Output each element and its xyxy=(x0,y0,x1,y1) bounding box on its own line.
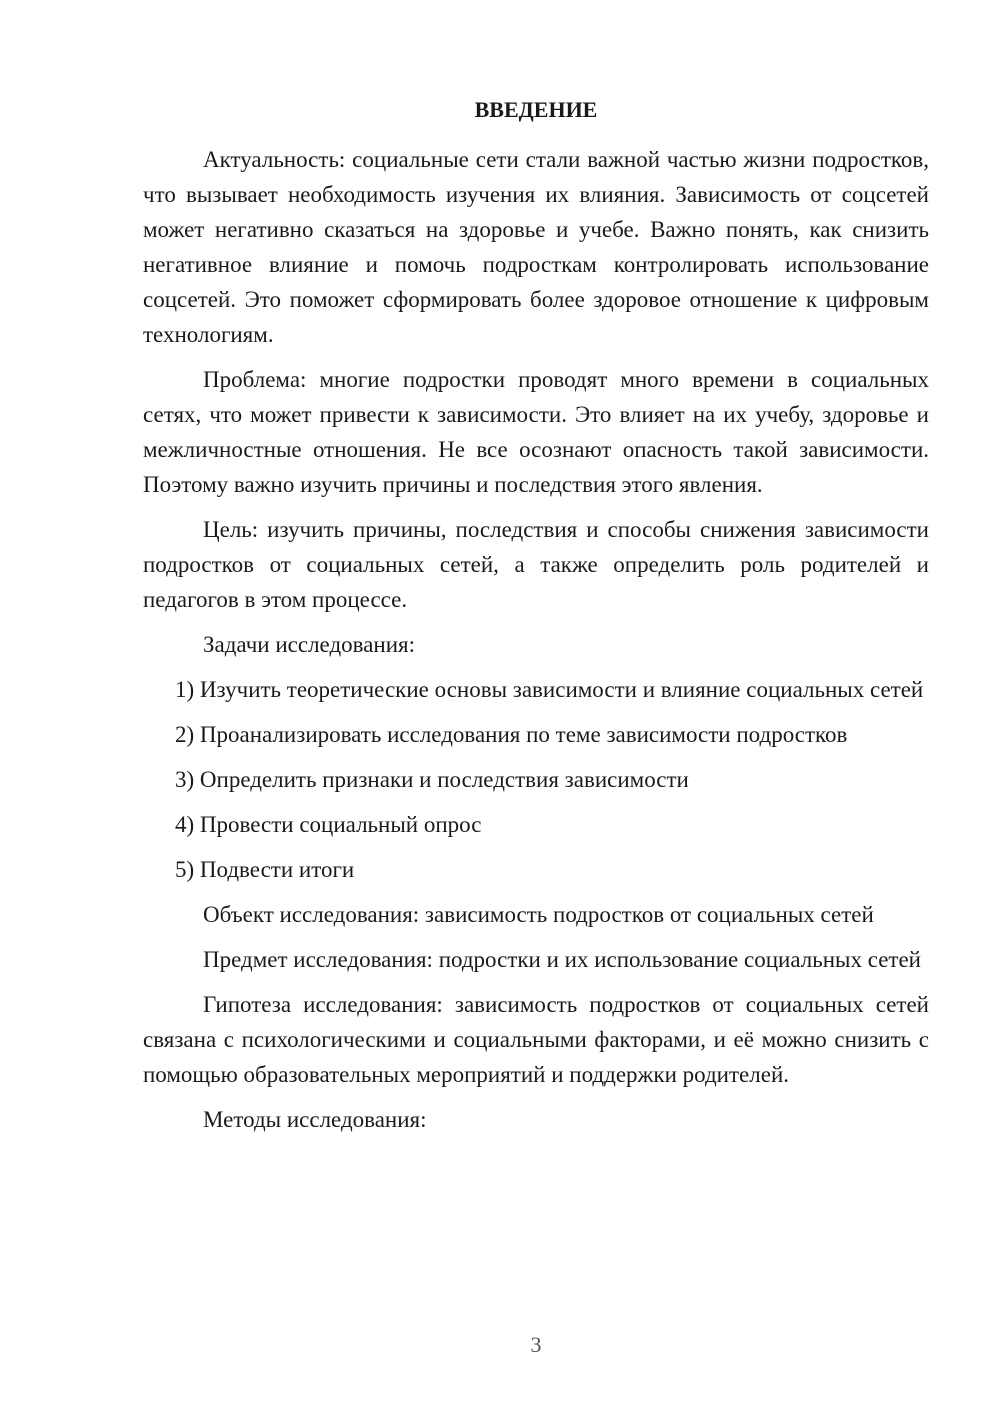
subject-paragraph: Предмет исследования: подростки и их использование социальных сетей xyxy=(203,947,921,972)
list-item: 5) Подвести итоги xyxy=(175,857,355,882)
page-number: 3 xyxy=(530,1332,542,1357)
hypothesis-paragraph: Гипотеза исследования: зависимость подростков от социальных сетей связана с психологическими и социальными факторами, и её можно снизить с помощью образовательных мероприятий и поддержки родителей. xyxy=(143,992,929,1087)
page-title: ВВЕДЕНИЕ xyxy=(474,97,598,122)
list-item: 3) Определить признаки и последствия зависимости xyxy=(175,767,689,792)
tasks-heading: Задачи исследования: xyxy=(203,632,416,657)
list-item: 2) Проанализировать исследования по теме зависимости подростков xyxy=(175,722,848,747)
list-item: 4) Провести социальный опрос xyxy=(175,812,482,837)
tasks-list xyxy=(143,672,929,887)
list-item: 1) Изучить теоретические основы зависимости и влияние социальных сетей xyxy=(175,677,924,702)
page-content xyxy=(143,95,929,1147)
object-paragraph: Объект исследования: зависимость подростков от социальных сетей xyxy=(203,902,874,927)
relevance-paragraph: Актуальность: социальные сети стали важной частью жизни подростков, что вызывает необходимость изучения их влияния. Зависимость от соцсетей может негативно сказаться на здоровье и учебе. Важно понять, как снизить негативное влияние и помочь подросткам контролировать использование соцсетей. Это поможет сформировать более здоровое отношение к цифровым технологиям. xyxy=(143,147,929,347)
problem-paragraph: Проблема: многие подростки проводят много времени в социальных сетях, что может привести к зависимости. Это влияет на их учебу, здоровье и межличностные отношения. Не все осознают опасность такой зависимости. Поэтому важно изучить причины и последствия этого явления. xyxy=(143,367,929,497)
methods-heading: Методы исследования: xyxy=(203,1107,427,1132)
goal-paragraph: Цель: изучить причины, последствия и способы снижения зависимости подростков от социальных сетей, а также определить роль родителей и педагогов в этом процессе. xyxy=(143,517,929,612)
